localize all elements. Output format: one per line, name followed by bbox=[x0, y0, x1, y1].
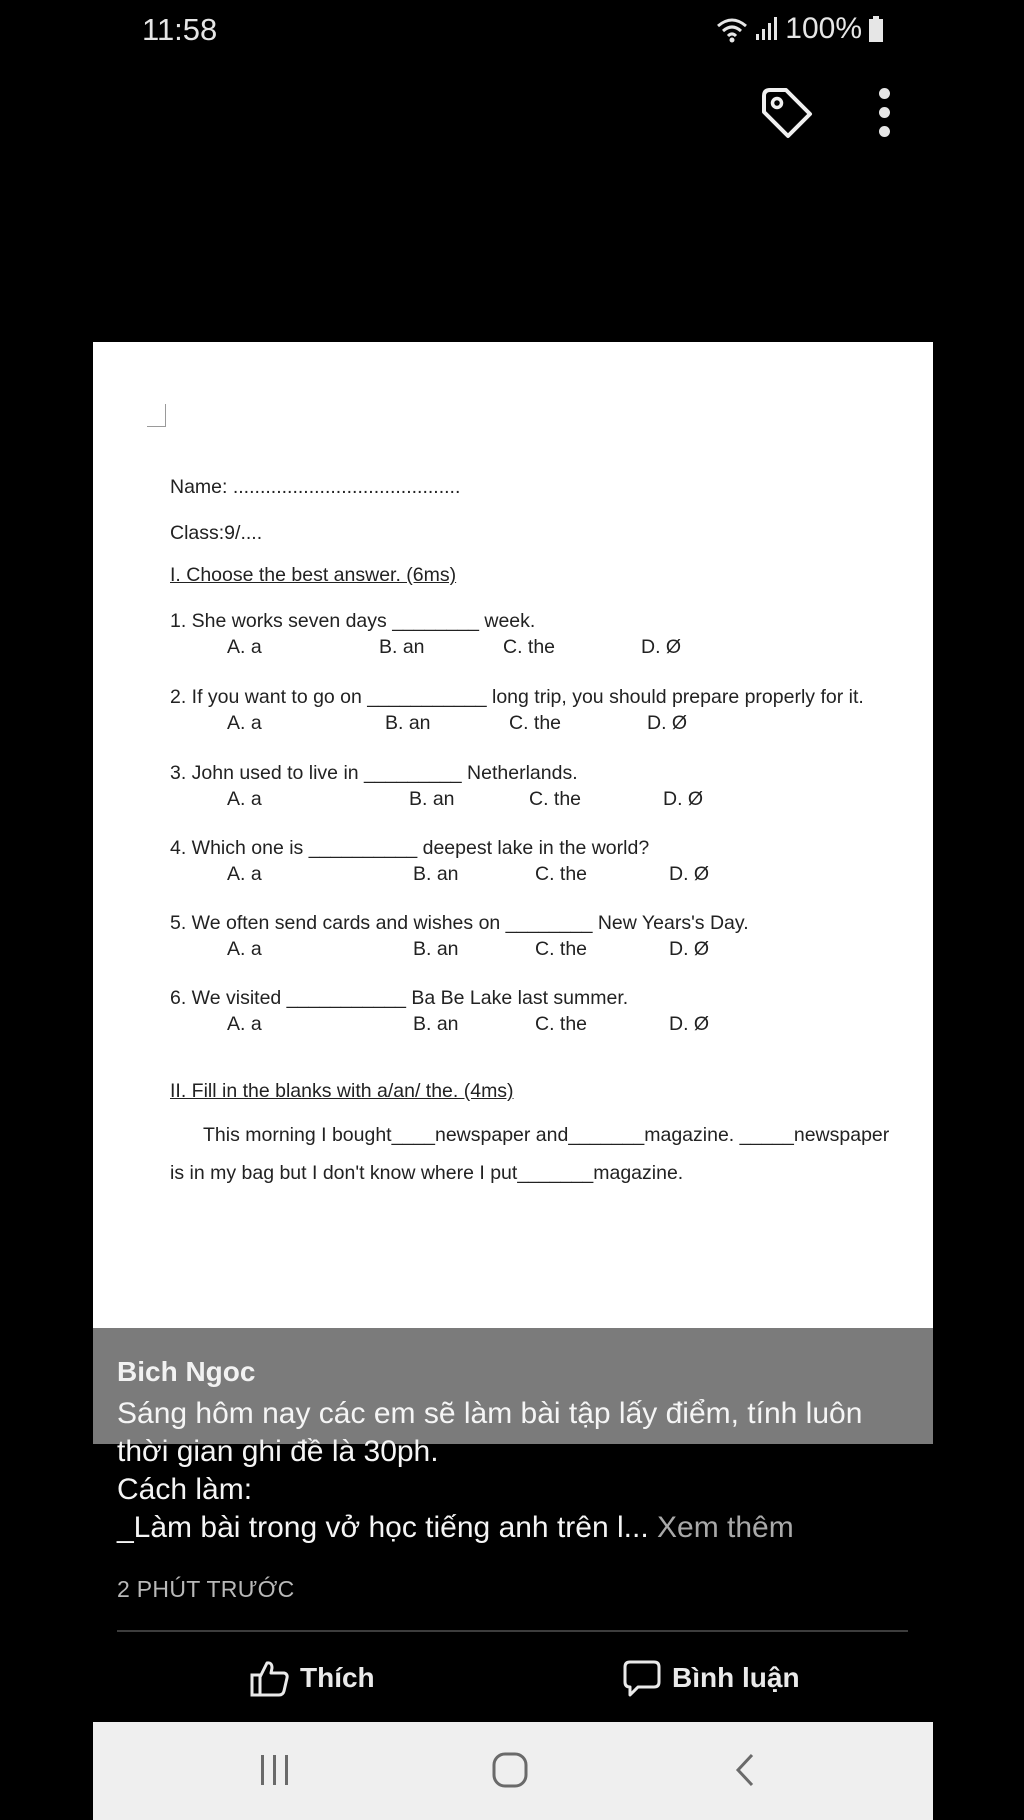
more-vertical-icon bbox=[879, 88, 890, 99]
q2-option-c: C. the bbox=[509, 712, 562, 734]
question-6: 6. We visited ___________ Ba Be Lake last summer. bbox=[170, 987, 629, 1009]
like-button[interactable] bbox=[250, 1656, 375, 1700]
caption-line-3: Cách làm: bbox=[117, 1473, 253, 1506]
q2-option-d: D. Ø bbox=[647, 712, 688, 734]
tag-icon bbox=[756, 82, 816, 142]
post-timestamp: 2 PHÚT TRƯỚC bbox=[117, 1576, 295, 1602]
q5-option-d: D. Ø bbox=[669, 938, 710, 960]
q3-option-a: A. a bbox=[227, 788, 262, 810]
caption-line-2: thời gian ghi đề là 30ph. bbox=[117, 1435, 439, 1468]
comment-icon bbox=[622, 1658, 662, 1698]
q4-option-d: D. Ø bbox=[669, 863, 710, 885]
class-line: Class:9/.... bbox=[170, 522, 263, 544]
worksheet-document bbox=[93, 342, 933, 1442]
question-3: 3. John used to live in _________ Netherlands. bbox=[170, 762, 578, 784]
q1-option-c: C. the bbox=[503, 636, 556, 658]
q3-option-b: B. an bbox=[409, 788, 455, 810]
wifi-icon bbox=[715, 15, 749, 43]
q3-option-d: D. Ø bbox=[663, 788, 704, 810]
caption-line-4: _Làm bài trong vở học tiếng anh trên l... Xem thêm bbox=[117, 1511, 794, 1544]
q5-option-b: B. an bbox=[413, 938, 459, 960]
q5-option-a: A. a bbox=[227, 938, 262, 960]
fill-line-1: This morning I bought____newspaper and_______magazine. _____newspaper bbox=[203, 1124, 890, 1146]
q4-option-b: B. an bbox=[413, 863, 459, 885]
divider bbox=[117, 1630, 908, 1632]
status-indicators bbox=[715, 12, 884, 46]
post-photo[interactable] bbox=[93, 342, 933, 1442]
q1-option-b: B. an bbox=[379, 636, 425, 658]
question-2: 2. If you want to go on ___________ long trip, you should prepare properly for it. bbox=[170, 686, 864, 708]
page-corner-mark bbox=[147, 404, 166, 427]
fill-line-2: is in my bag but I don't know where I put_______magazine. bbox=[170, 1162, 684, 1184]
recent-apps-icon bbox=[258, 1752, 292, 1788]
q6-option-d: D. Ø bbox=[669, 1013, 710, 1035]
question-5: 5. We often send cards and wishes on ________ New Years's Day. bbox=[170, 912, 749, 934]
post-author[interactable]: Bich Ngoc bbox=[117, 1356, 256, 1387]
q4-option-a: A. a bbox=[227, 863, 262, 885]
q1-option-a: A. a bbox=[227, 636, 262, 658]
q6-option-c: C. the bbox=[535, 1013, 588, 1035]
recent-apps-button[interactable] bbox=[258, 1752, 292, 1793]
question-4: 4. Which one is __________ deepest lake in the world? bbox=[170, 837, 650, 859]
thumbs-up-icon bbox=[250, 1658, 290, 1698]
q2-option-a: A. a bbox=[227, 712, 262, 734]
q4-option-c: C. the bbox=[535, 863, 588, 885]
q5-option-c: C. the bbox=[535, 938, 588, 960]
q3-option-c: C. the bbox=[529, 788, 582, 810]
q1-option-d: D. Ø bbox=[641, 636, 682, 658]
back-button[interactable] bbox=[732, 1752, 758, 1793]
battery-icon bbox=[868, 15, 884, 43]
tag-button[interactable] bbox=[756, 82, 816, 142]
q6-option-b: B. an bbox=[413, 1013, 459, 1035]
q2-option-b: B. an bbox=[385, 712, 431, 734]
q6-option-a: A. a bbox=[227, 1013, 262, 1035]
like-label: Thích bbox=[300, 1662, 375, 1693]
caption-line-1: Sáng hôm nay các em sẽ làm bài tập lấy điểm, tính luôn bbox=[117, 1397, 863, 1430]
see-more-link[interactable]: Xem thêm bbox=[657, 1511, 794, 1544]
question-1: 1. She works seven days ________ week. bbox=[170, 610, 536, 632]
more-options-button[interactable] bbox=[866, 82, 902, 142]
status-time: 11:58 bbox=[142, 12, 218, 47]
home-button[interactable] bbox=[490, 1750, 530, 1795]
home-icon bbox=[490, 1750, 530, 1790]
name-line: Name: .......................................... bbox=[170, 476, 461, 498]
battery-percent: 100% bbox=[785, 12, 862, 45]
signal-icon bbox=[755, 16, 779, 42]
back-icon bbox=[732, 1752, 758, 1788]
comment-label: Bình luận bbox=[672, 1662, 800, 1693]
section2-heading: II. Fill in the blanks with a/an/ the. (4ms) bbox=[170, 1080, 514, 1102]
comment-button[interactable] bbox=[622, 1656, 800, 1700]
section1-heading: I. Choose the best answer. (6ms) bbox=[170, 564, 457, 586]
post-caption[interactable] bbox=[117, 1395, 917, 1547]
